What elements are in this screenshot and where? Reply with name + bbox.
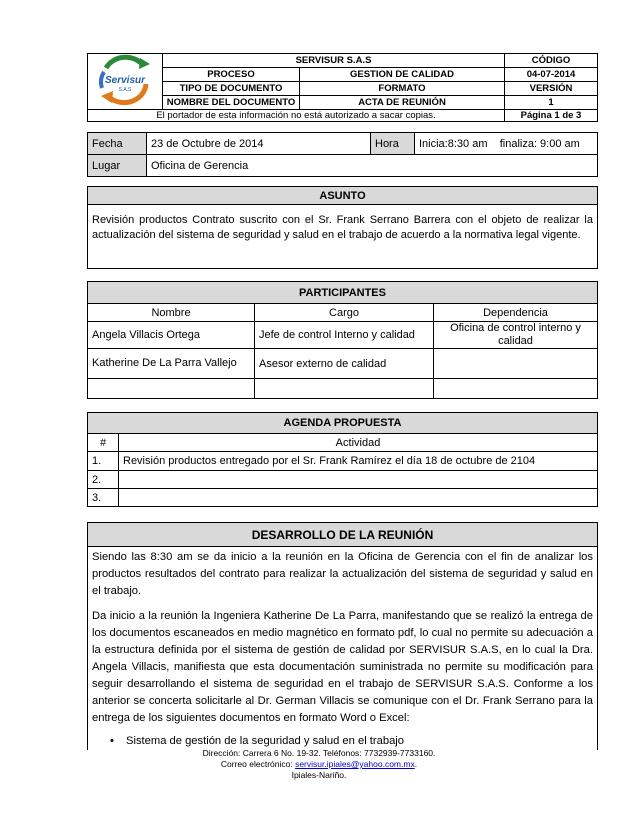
company-logo xyxy=(94,54,156,106)
participante-cargo: Asesor externo de calidad xyxy=(255,349,434,379)
participante-dependencia: Oficina de control interno y calidad xyxy=(434,322,598,349)
codigo-value: 04-07-2014 xyxy=(505,68,598,82)
asunto-title: ASUNTO xyxy=(88,187,598,205)
col-dependencia: Dependencia xyxy=(434,304,598,322)
agenda-title: AGENDA PROPUESTA xyxy=(88,413,598,434)
codigo-label: CÓDIGO xyxy=(505,54,598,68)
col-actividad: Actividad xyxy=(119,434,598,452)
participante-dependencia xyxy=(434,379,598,399)
participante-dependencia xyxy=(434,349,598,379)
meeting-info xyxy=(87,132,598,177)
table-row xyxy=(88,349,598,379)
proceso-value: GESTION DE CALIDAD xyxy=(300,68,505,82)
footer-email-prefix: Correo electrónico: xyxy=(220,759,296,769)
desarrollo-title: DESARROLLO DE LA REUNIÓN xyxy=(88,523,598,547)
footer-address: Dirección: Carrera 6 No. 19-32. Teléfonos: 7732939-7733160. xyxy=(202,748,436,758)
disclaimer: El portador de esta información no está autorizado a sacar copias. xyxy=(88,110,505,122)
col-nombre: Nombre xyxy=(88,304,255,322)
lugar-label: Lugar xyxy=(88,155,147,177)
tipo-value: FORMATO xyxy=(300,82,505,96)
proceso-label: PROCESO xyxy=(163,68,300,82)
footer-email-link[interactable]: servisur.ipiales@yahoo.com.mx xyxy=(295,759,415,769)
asunto-section xyxy=(87,186,598,269)
tipo-label: TIPO DE DOCUMENTO xyxy=(163,82,300,96)
desarrollo-section xyxy=(87,522,598,750)
fecha-value: 23 de Octubre de 2014 xyxy=(147,133,371,155)
col-num: # xyxy=(88,434,119,452)
page-footer xyxy=(0,748,638,781)
participantes-section xyxy=(87,281,598,399)
logo-subtext: S.A.S xyxy=(118,87,132,93)
participante-cargo: Jefe de control Interno y calidad xyxy=(255,322,434,349)
desarrollo-body xyxy=(88,547,598,751)
participante-cargo xyxy=(255,379,434,399)
footer-city: Ipiales-Nariño. xyxy=(291,770,347,780)
version-value: 1 xyxy=(505,96,598,110)
version-label: VERSIÓN xyxy=(505,82,598,96)
table-row xyxy=(88,489,598,507)
agenda-actividad: Revisión productos entregado por el Sr. Frank Ramírez el día 18 de octubre de 2104 xyxy=(119,452,598,471)
company-name: SERVISUR S.A.S xyxy=(163,54,505,68)
agenda-actividad xyxy=(119,489,598,507)
table-row xyxy=(88,471,598,489)
table-row xyxy=(88,322,598,349)
col-cargo: Cargo xyxy=(255,304,434,322)
fecha-label: Fecha xyxy=(88,133,147,155)
agenda-num: 3. xyxy=(88,489,119,507)
asunto-text: Revisión productos Contrato suscrito con el Sr. Frank Serrano Barrera con el objeto de realizar la actualización del sistema de seguridad y salud en el trabajo de acuerdo a la normativa legal vigente. xyxy=(88,205,598,269)
table-row xyxy=(88,452,598,471)
agenda-num: 2. xyxy=(88,471,119,489)
lugar-value: Oficina de Gerencia xyxy=(147,155,598,177)
participante-nombre: Katherine De La Parra Vallejo xyxy=(88,349,255,379)
logo-text: Servisur xyxy=(104,75,146,86)
logo-cell xyxy=(88,54,163,110)
desarrollo-paragraph-2: Da inicio a la reunión la Ingeniera Katherine De La Parra, manifestando que se realizó la entrega de los documentos escaneados en medio magnético en formato pdf, lo cual no permite su adecuación a la estructura definida por el sistema de gestión de calidad por SERVISUR S.A.S, en lo cual la Dra. Angela Villacis, manifiesta que esta documentación suministrada no permite su modificación para seguir desarrollando el sistema de seguridad en el trabajo de SERVISUR S.A.S. Conforme a los anterior se concerta solicitarle al Dr. German Villacis se comunique con el Dr. Frank Serrano para la entrega de los siguientes documentos en formato Word o Excel: xyxy=(92,610,593,724)
footer-email-suffix: . xyxy=(414,759,418,769)
hora-label: Hora xyxy=(371,133,415,155)
table-row xyxy=(88,379,598,399)
nombre-value: ACTA DE REUNIÓN xyxy=(300,96,505,110)
bullet-text: Sistema de gestión de la seguridad y salud en el trabajo xyxy=(126,735,404,747)
participantes-title: PARTICIPANTES xyxy=(88,282,598,304)
nombre-label: NOMBRE DEL DOCUMENTO xyxy=(163,96,300,110)
bullet-icon: • xyxy=(110,735,114,747)
participante-nombre: Angela Villacis Ortega xyxy=(88,322,255,349)
desarrollo-paragraph-1: Siendo las 8:30 am se da inicio a la reunión en la Oficina de Gerencia con el fin de analizar los productos resultados del contrato para realizar la actualización del sistema de seguridad y salud en el trabajo. xyxy=(92,551,593,597)
footer-email-line xyxy=(0,759,638,770)
document-header xyxy=(87,53,598,122)
hora-value: Inicia:8:30 am finaliza: 9:00 am xyxy=(415,133,598,155)
agenda-section xyxy=(87,412,598,507)
agenda-actividad xyxy=(119,471,598,489)
participante-nombre xyxy=(88,379,255,399)
page-number: Página 1 de 3 xyxy=(505,110,598,122)
agenda-num: 1. xyxy=(88,452,119,471)
